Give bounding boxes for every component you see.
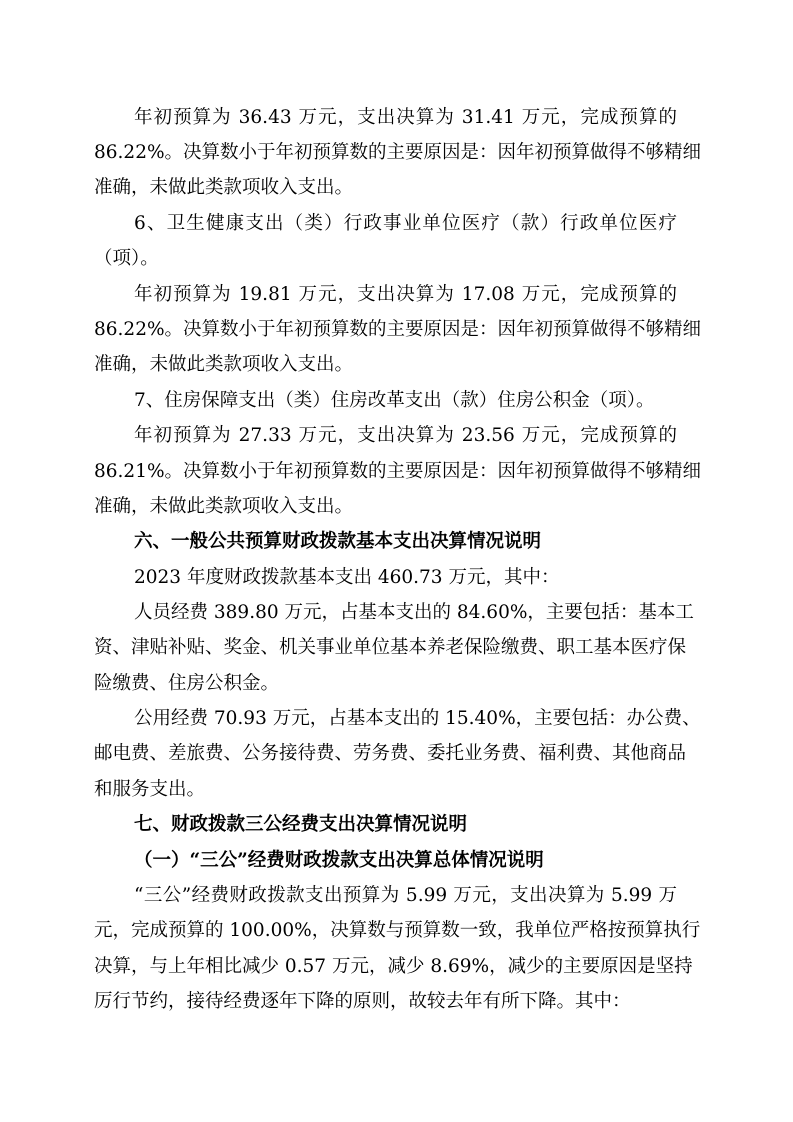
paragraph-line: 厉行节约，接待经费逐年下降的原则，故较去年有所下降。其中： bbox=[94, 991, 631, 1012]
paragraph-line: 准确，未做此类款项收入支出。 bbox=[94, 354, 354, 375]
paragraph-line: 元，完成预算的 100.00%，决算数与预算数一致，我单位严格按预算执行 bbox=[94, 920, 701, 941]
section-heading: 七、财政拨款三公经费支出决算情况说明 bbox=[134, 814, 468, 835]
paragraph-line: 86.22%。决算数小于年初预算数的主要原因是：因年初预算做得不够精细 bbox=[94, 142, 702, 163]
paragraph-line: 准确，未做此类款项收入支出。 bbox=[94, 177, 354, 198]
paragraph-line: 年初预算为 27.33 万元，支出决算为 23.56 万元，完成预算的 bbox=[134, 425, 677, 446]
paragraph-line: 邮电费、差旅费、公务接待费、劳务费、委托业务费、福利费、其他商品 bbox=[94, 743, 687, 764]
paragraph-line: 人员经费 389.80 万元，占基本支出的 84.60%，主要包括：基本工 bbox=[134, 602, 694, 623]
paragraph-line: 资、津贴补贴、奖金、机关事业单位基本养老保险缴费、职工基本医疗保 bbox=[94, 637, 687, 658]
paragraph-line: 公用经费 70.93 万元，占基本支出的 15.40%，主要包括：办公费、 bbox=[134, 708, 701, 729]
paragraph-line: 年初预算为 19.81 万元，支出决算为 17.08 万元，完成预算的 bbox=[134, 284, 677, 305]
paragraph-line: 86.22%。决算数小于年初预算数的主要原因是：因年初预算做得不够精细 bbox=[94, 319, 702, 340]
paragraph-line: 86.21%。决算数小于年初预算数的主要原因是：因年初预算做得不够精细 bbox=[94, 461, 702, 482]
paragraph-line: 年初预算为 36.43 万元，支出决算为 31.41 万元，完成预算的 bbox=[134, 107, 677, 128]
paragraph-line: 决算，与上年相比减少 0.57 万元，减少 8.69%，减少的主要原因是坚持 bbox=[94, 956, 693, 977]
paragraph-line: 2023 年度财政拨款基本支出 460.73 万元，其中： bbox=[134, 567, 560, 588]
section-heading: 六、一般公共预算财政拨款基本支出决算情况说明 bbox=[134, 531, 542, 552]
paragraph-line: 6、卫生健康支出（类）行政事业单位医疗（款）行政单位医疗 bbox=[134, 213, 677, 234]
paragraph-line: “三公”经费财政拨款支出预算为 5.99 万元，支出决算为 5.99 万 bbox=[134, 885, 677, 906]
paragraph-line: 7、住房保障支出（类）住房改革支出（款）住房公积金（项）。 bbox=[134, 390, 655, 411]
subsection-heading: （一）“三公”经费财政拨款支出决算总体情况说明 bbox=[134, 850, 544, 871]
paragraph-line: 险缴费、住房公积金。 bbox=[94, 673, 280, 694]
paragraph-line: （项）。 bbox=[94, 248, 159, 269]
paragraph-line: 准确，未做此类款项收入支出。 bbox=[94, 496, 354, 517]
paragraph-line: 和服务支出。 bbox=[94, 779, 206, 800]
